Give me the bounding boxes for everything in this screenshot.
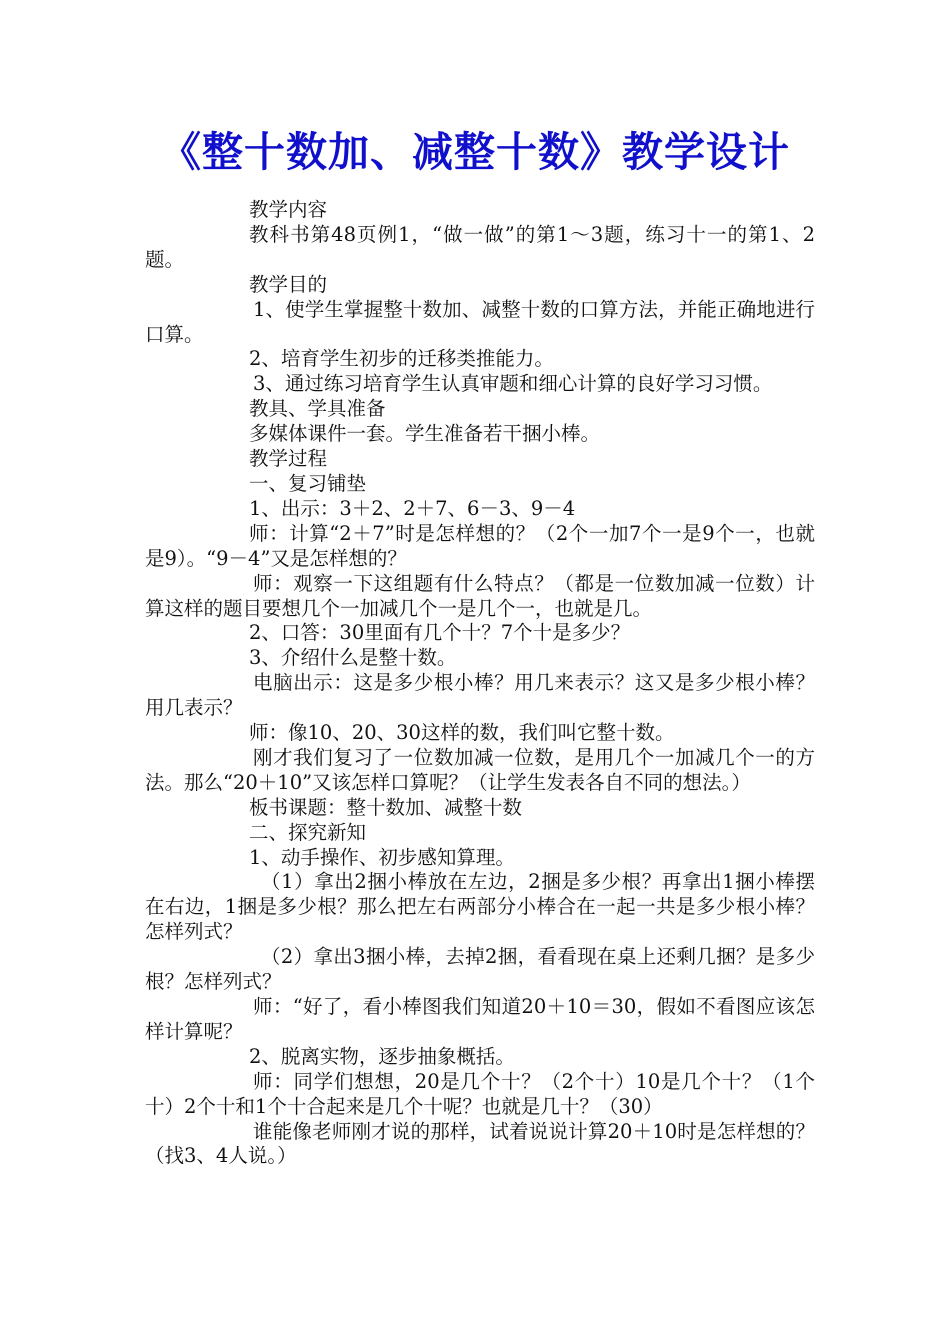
paragraph: 师：“好了，看小棒图我们知道20＋10＝30，假如不看图应该怎样计算呢？ — [145, 995, 815, 1043]
paragraph: （1）拿出2捆小棒放在左边，2捆是多少根？再拿出1捆小棒摆在右边，1捆是多少根？那么把左右两部分小棒合在一起一共是多少根小棒？怎样列式？ — [145, 870, 815, 944]
paragraph: 3、介绍什么是整十数。 — [249, 646, 457, 670]
heading-teaching-content: 教学内容 — [249, 198, 328, 221]
document-title: 《整十数加、减整十数》教学设计 — [160, 128, 790, 176]
paragraph: 谁能像老师刚才说的那样，试着说说计算20＋10时是怎样想的？（找3、4人说。） — [145, 1119, 815, 1168]
paragraph: 2、口答：30里面有几个十？7个十是多少？ — [249, 621, 631, 645]
heading-teaching-aids: 教具、学具准备 — [249, 397, 386, 421]
document-body — [145, 198, 815, 1169]
paragraph: 师：观察一下这组题有什么特点？（都是一位数加减一位数）计算这样的题目要想几个一加减几个一是几个一，也就是几。 — [145, 571, 815, 620]
heading-teaching-process: 教学过程 — [249, 447, 328, 471]
paragraph: 电脑出示：这是多少根小棒？用几来表示？这又是多少根小棒？用几表示？ — [145, 671, 815, 720]
paragraph: 师：同学们想想，20是几个十？（2个十）10是几个十？（1个十）2个十和1个十合起来是几个十呢？也就是几十？（30） — [145, 1069, 815, 1118]
section-heading: 一、复习铺垫 — [249, 471, 367, 495]
section-heading: 二、探究新知 — [249, 820, 367, 844]
paragraph: 师：像10、20、30这样的数，我们叫它整十数。 — [249, 721, 675, 745]
heading-teaching-goals: 教学目的 — [249, 272, 328, 296]
paragraph: 1、使学生掌握整十数加、减整十数的口算方法，并能正确地进行口算。 — [145, 297, 815, 346]
paragraph: 2、脱离实物，逐步抽象概括。 — [249, 1044, 515, 1068]
paragraph: 板书课题：整十数加、减整十数 — [249, 795, 523, 819]
paragraph: 3、通过练习培育学生认真审题和细心计算的良好学习习惯。 — [253, 372, 773, 396]
paragraph: 2、培育学生初步的迁移类推能力。 — [249, 347, 554, 371]
paragraph: 教科书第48页例1，“做一做”的第1～3题，练习十一的第1、2题。 — [145, 222, 815, 271]
paragraph: 刚才我们复习了一位数加减一位数，是用几个一加减几个一的方法。那么“20＋10”又该怎样口算呢？（让学生发表各自不同的想法。） — [145, 745, 815, 794]
paragraph: （2）拿出3捆小棒，去掉2捆，看看现在桌上还剩几捆？是多少根？怎样列式？ — [145, 945, 815, 994]
paragraph: 多媒体课件一套。学生准备若干捆小棒。 — [249, 422, 601, 446]
paragraph: 师：计算“2＋7”时是怎样想的？（2个一加7个一是9个一，也就是9）。“9－4”又是怎样想的？ — [145, 521, 815, 570]
paragraph: 1、出示：3＋2、2＋7、6－3、9－4 — [249, 496, 576, 520]
paragraph: 1、动手操作、初步感知算理。 — [249, 845, 515, 869]
